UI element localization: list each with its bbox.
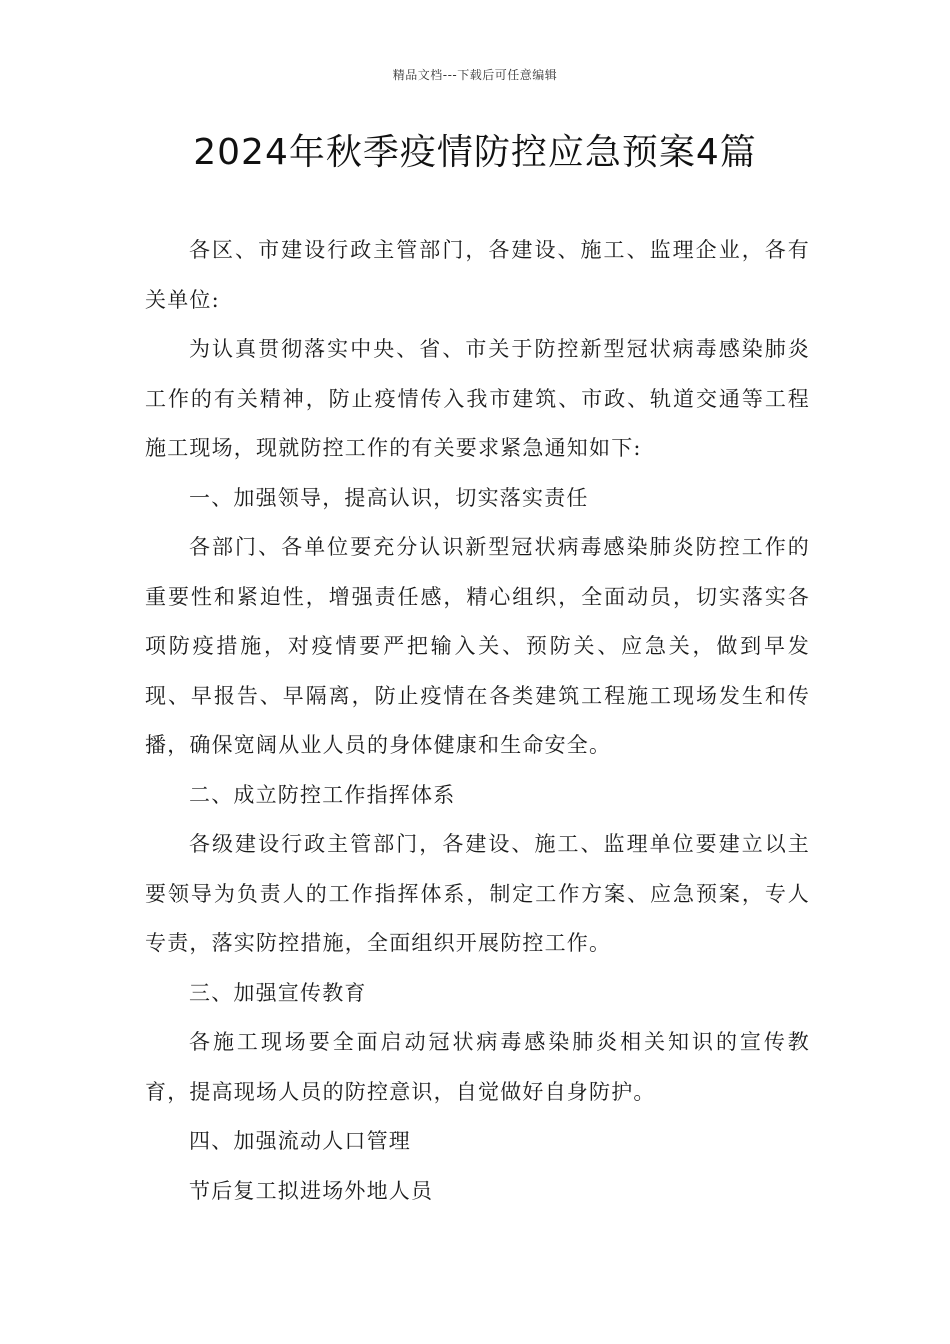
section-heading-1: 一、加强领导，提高认识，切实落实责任	[189, 485, 589, 510]
section-heading-3: 三、加强宣传教育	[189, 980, 367, 1005]
paragraph-section-1: 各部门、各单位要充分认识新型冠状病毒感染肺炎防控工作的重要性和紧迫性，增强责任感，精心组织，全面动员，切实落实各项防疫措施，对疫情要严把输入关、预防关、应急关，做到早发现、早报告、早隔离，防止疫情在各类建筑工程施工现场发生和传播，确保宽阔从业人员的身体健康和生命安全。	[145, 535, 810, 757]
section-heading-2: 二、成立防控工作指挥体系	[189, 782, 456, 807]
paragraph-section-3: 各施工现场要全面启动冠状病毒感染肺炎相关知识的宣传教育，提高现场人员的防控意识，自觉做好自身防护。	[145, 1030, 810, 1104]
document-body	[145, 226, 810, 1216]
document-title: 2024年秋季疫情防控应急预案4篇	[193, 132, 757, 173]
paragraph-intro: 为认真贯彻落实中央、省、市关于防控新型冠状病毒感染肺炎工作的有关精神，防止疫情传入我市建筑、市政、轨道交通等工程施工现场，现就防控工作的有关要求紧急通知如下:	[145, 337, 810, 460]
section-heading-4: 四、加强流动人口管理	[189, 1129, 411, 1153]
paragraph-section-4: 节后复工拟进场外地人员	[189, 1178, 434, 1203]
paragraph-addressee: 各区、市建设行政主管部门，各建设、施工、监理企业，各有关单位:	[145, 238, 810, 312]
header-note: 精品文档---下载后可任意编辑	[392, 68, 558, 82]
paragraph-section-2: 各级建设行政主管部门，各建设、施工、监理单位要建立以主要领导为负责人的工作指挥体系，制定工作方案、应急预案，专人专责，落实防控措施，全面组织开展防控工作。	[145, 832, 810, 955]
